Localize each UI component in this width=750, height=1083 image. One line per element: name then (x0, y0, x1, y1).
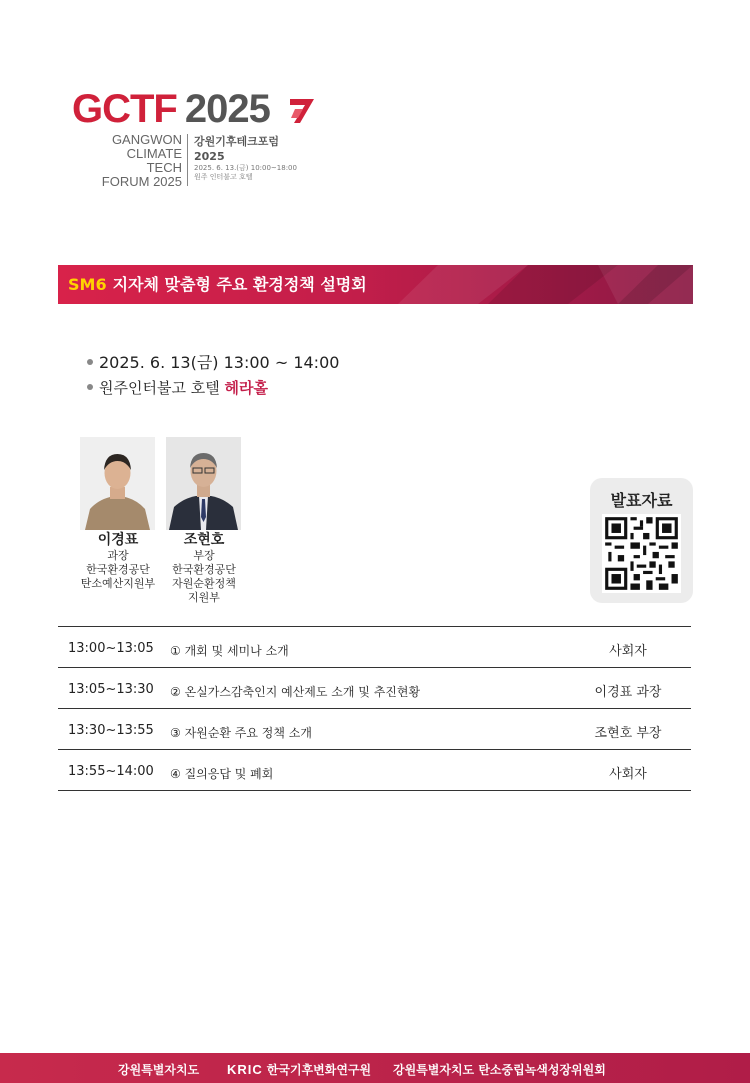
schedule-time: 13:55~14:00 (68, 764, 154, 779)
logo-line: TECH (146, 160, 182, 175)
organizer-committee: 강원특별자치도 탄소중립녹색성장위원회 (393, 1063, 606, 1077)
qr-title: 발표자료 (610, 491, 673, 510)
schedule-time: 13:05~13:30 (68, 682, 154, 697)
schedule-speaker: 조현호 부장 (594, 726, 662, 741)
schedule-row (58, 668, 691, 709)
speaker-org: 한국환경공단 (172, 563, 236, 576)
schedule-table (58, 626, 691, 791)
session-code: SM6 (68, 275, 107, 294)
forum-logo (72, 86, 270, 132)
session-title-banner (58, 265, 693, 304)
organizer-footer (0, 1053, 750, 1083)
speaker-dept: 탄소예산지원부 (80, 577, 156, 590)
schedule-speaker: 사회자 (609, 644, 647, 659)
logo-gctf-text: GCTF (72, 87, 177, 131)
speaker-name: 조현호 (183, 532, 225, 548)
schedule-speaker: 이경표 과장 (594, 685, 662, 700)
session-datetime (87, 350, 339, 373)
schedule-speaker: 사회자 (609, 767, 647, 782)
qr-code-icon (602, 514, 681, 593)
schedule-row (58, 627, 691, 668)
logo-line: CLIMATE (126, 146, 182, 161)
speaker-photo (166, 437, 241, 530)
schedule-row (58, 750, 691, 791)
presentation-materials-qr[interactable] (590, 478, 693, 603)
kric-name: 한국기후변화연구원 (266, 1063, 372, 1077)
bullet-icon (87, 384, 93, 390)
logo-year-text: 2025 (184, 87, 270, 131)
organizer-gangwon: 강원특별자치도 (118, 1063, 200, 1077)
speaker-caption (154, 532, 254, 605)
logo-line: GANGWON (111, 132, 182, 147)
logo-line: FORUM 2025 (101, 174, 182, 189)
logo-korean-name: 강원기후테크포럼 (194, 135, 280, 148)
kric-logo: KRIC (227, 1062, 263, 1077)
schedule-title: ③ 자원순환 주요 정책 소개 (170, 726, 312, 740)
speaker-caption (68, 532, 168, 591)
speaker-dept: 지원부 (188, 591, 220, 604)
schedule-time: 13:30~13:55 (68, 723, 154, 738)
logo-slash-mark-icon (286, 96, 316, 126)
logo-korean-year: 2025 (194, 150, 225, 163)
speaker-title: 과장 (107, 549, 129, 562)
logo-korean-block (194, 134, 297, 182)
venue-text: 원주인터불고 호텔 (99, 379, 225, 397)
schedule-row (58, 709, 691, 750)
organizer-kric (227, 1061, 371, 1078)
venue-hall: 헤라홀 (224, 379, 268, 397)
speaker-name: 이경표 (97, 532, 139, 548)
logo-english-name (102, 133, 182, 189)
session-title-text: 지자체 맞춤형 주요 환경정책 설명회 (112, 275, 367, 294)
speaker-photo (80, 437, 155, 530)
schedule-title: ② 온실가스감축인지 예산제도 소개 및 추진현황 (170, 685, 421, 699)
session-venue (87, 377, 268, 398)
schedule-title: ① 개회 및 세미나 소개 (170, 644, 289, 658)
speaker-org: 한국환경공단 (86, 563, 150, 576)
speaker-title: 부장 (193, 549, 215, 562)
schedule-title: ④ 질의응답 및 폐회 (170, 767, 274, 781)
session-title (68, 265, 367, 304)
datetime-text: 2025. 6. 13(금) 13:00 ~ 14:00 (99, 353, 340, 372)
speaker-dept: 자원순환정책 (172, 577, 236, 590)
bullet-icon (87, 359, 93, 365)
schedule-time: 13:00~13:05 (68, 641, 154, 656)
logo-venue: 원주 인터불고 호텔 (194, 173, 253, 181)
logo-date: 2025. 6. 13.(금) 10:00~18:00 (194, 164, 297, 172)
logo-divider (187, 134, 188, 186)
